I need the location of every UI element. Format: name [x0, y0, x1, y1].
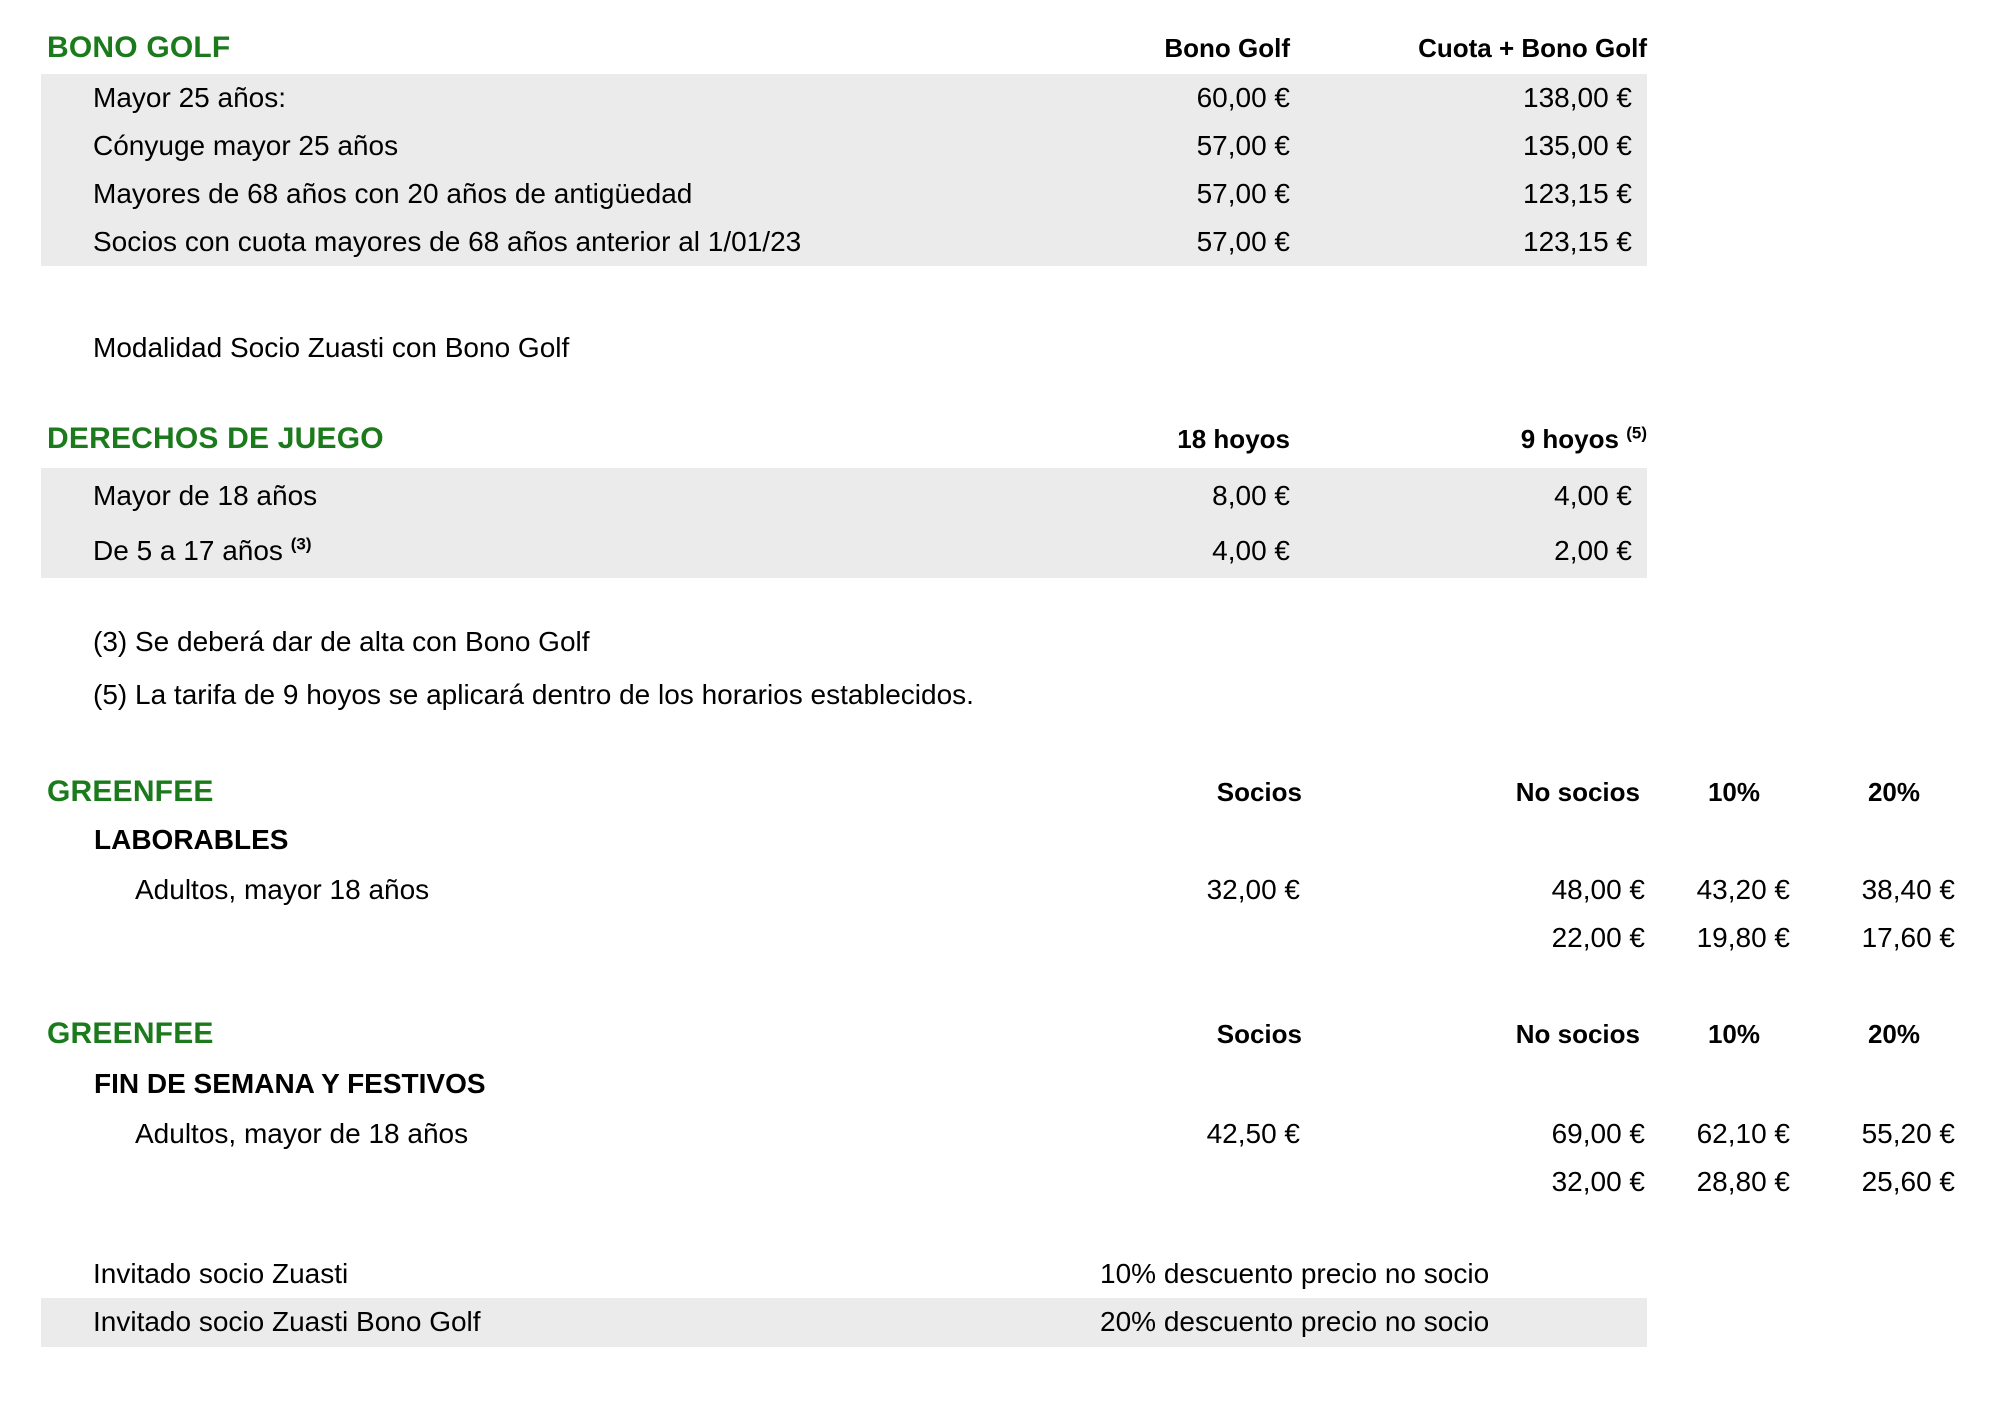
col-header-cuota-bono-golf: Cuota + Bono Golf	[1418, 33, 1647, 63]
row-label: Invitado socio Zuasti	[93, 1258, 349, 1289]
fin-de-semana-subtitle: FIN DE SEMANA Y FESTIVOS	[94, 1068, 486, 1099]
modalidad-note: Modalidad Socio Zuasti con Bono Golf	[93, 332, 570, 363]
bono-golf-header-row	[0, 24, 2014, 72]
row-label: Invitado socio Zuasti Bono Golf	[93, 1306, 481, 1337]
table-row	[0, 74, 2014, 122]
bono-golf-title: BONO GOLF	[47, 31, 231, 64]
table-row	[0, 122, 2014, 170]
greenfee-festivos-header-row	[0, 1010, 2014, 1058]
row-label: Cónyuge mayor 25 años	[93, 130, 399, 161]
price-socios: 42,50 €	[1206, 1118, 1300, 1149]
row-label	[93, 523, 311, 578]
row-label: Mayor de 18 años	[93, 480, 318, 511]
row-label: Mayor 25 años:	[93, 82, 286, 113]
modalidad-note-row	[0, 324, 2014, 372]
table-row	[0, 468, 2014, 523]
price-bono: 57,00 €	[1196, 226, 1290, 257]
price-10pct: 28,80 €	[1696, 1166, 1790, 1197]
footnote-row	[0, 618, 2014, 666]
col-header-20pct: 20%	[1867, 777, 1920, 807]
table-row	[0, 218, 2014, 266]
row-label: Socios con cuota mayores de 68 años anterior al 1/01/23	[93, 226, 802, 257]
price-no-socios: 48,00 €	[1551, 874, 1645, 905]
footnote-3: (3) Se deberá dar de alta con Bono Golf	[93, 626, 590, 657]
col-header-10pct: 10%	[1707, 777, 1760, 807]
price-cuota: 138,00 €	[1523, 82, 1632, 113]
price-20pct: 25,60 €	[1861, 1166, 1955, 1197]
greenfee-title: GREENFEE	[47, 1017, 214, 1050]
row-label: Adultos, mayor de 18 años	[135, 1118, 469, 1149]
price-bono: 57,00 €	[1196, 178, 1290, 209]
derechos-header-row	[0, 415, 2014, 463]
footnote-ref-5: (5)	[1626, 423, 1647, 443]
table-row	[0, 1158, 2014, 1206]
table-row	[0, 1250, 2014, 1298]
col-header-no-socios: No socios	[1515, 1019, 1640, 1049]
price-bono: 60,00 €	[1196, 82, 1290, 113]
price-cuota: 123,15 €	[1523, 178, 1632, 209]
footnote-5: (5) La tarifa de 9 hoyos se aplicará dentro de los horarios establecidos.	[93, 679, 974, 710]
price-bono: 57,00 €	[1196, 130, 1290, 161]
table-row	[0, 1298, 2014, 1346]
laborables-subtitle: LABORABLES	[94, 824, 289, 855]
greenfee-title: GREENFEE	[47, 775, 214, 808]
price-10pct: 43,20 €	[1696, 874, 1790, 905]
price-socios: 32,00 €	[1206, 874, 1300, 905]
discount-value: 20% descuento precio no socio	[1100, 1306, 1490, 1337]
price-10pct: 19,80 €	[1696, 922, 1790, 953]
price-9-hoyos: 4,00 €	[1554, 480, 1632, 511]
price-no-socios: 22,00 €	[1551, 922, 1645, 953]
greenfee-laborables-subtitle-row	[0, 816, 2014, 864]
price-9-hoyos: 2,00 €	[1554, 535, 1632, 566]
price-no-socios: 69,00 €	[1551, 1118, 1645, 1149]
table-row	[0, 170, 2014, 218]
col-header-bono-golf: Bono Golf	[1164, 33, 1290, 63]
price-20pct: 38,40 €	[1861, 874, 1955, 905]
footnote-ref-3: (3)	[290, 534, 312, 554]
price-no-socios: 32,00 €	[1551, 1166, 1645, 1197]
price-20pct: 55,20 €	[1861, 1118, 1955, 1149]
col-header-18-hoyos: 18 hoyos	[1177, 424, 1290, 454]
col-header-9-hoyos	[1521, 415, 1647, 463]
row-label: Adultos, mayor 18 años	[135, 874, 430, 905]
footnote-row	[0, 671, 2014, 719]
table-row	[0, 914, 2014, 962]
row-label-text: De 5 a 17 años	[93, 535, 283, 566]
greenfee-laborables-header-row	[0, 768, 2014, 816]
greenfee-festivos-subtitle-row	[0, 1060, 2014, 1108]
price-18-hoyos: 4,00 €	[1212, 535, 1290, 566]
price-20pct: 17,60 €	[1861, 922, 1955, 953]
col-header-9-hoyos-text: 9 hoyos	[1520, 424, 1619, 454]
col-header-socios: Socios	[1216, 777, 1302, 807]
price-cuota: 135,00 €	[1523, 130, 1632, 161]
discount-value: 10% descuento precio no socio	[1100, 1258, 1490, 1289]
col-header-socios: Socios	[1216, 1019, 1302, 1049]
row-label: Mayores de 68 años con 20 años de antigüedad	[93, 178, 693, 209]
price-10pct: 62,10 €	[1696, 1118, 1790, 1149]
price-cuota: 123,15 €	[1523, 226, 1632, 257]
col-header-20pct: 20%	[1867, 1019, 1920, 1049]
derechos-title: DERECHOS DE JUEGO	[47, 422, 384, 455]
table-row	[0, 1110, 2014, 1158]
table-row	[0, 523, 2014, 578]
table-row	[0, 866, 2014, 914]
price-18-hoyos: 8,00 €	[1212, 480, 1290, 511]
col-header-no-socios: No socios	[1515, 777, 1640, 807]
col-header-10pct: 10%	[1707, 1019, 1760, 1049]
